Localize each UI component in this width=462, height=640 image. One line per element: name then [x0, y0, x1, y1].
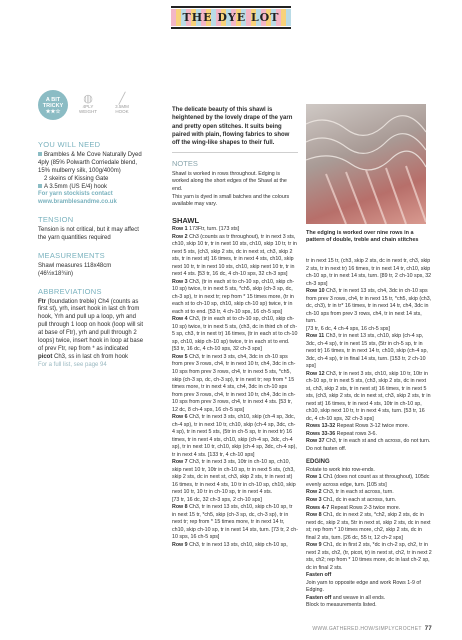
instruction-row	[172, 354, 298, 414]
row-text: and weave in all ends.	[332, 594, 386, 601]
skill-stars-icon: ★★☆	[45, 108, 61, 115]
page-footer	[0, 626, 432, 632]
row-text: Ch3, tr in next 13 sts, ch10, skip (ch-4 sp, 3dc, ch-4 sp), tr in next 15 sts, (5tr in ch-5 sp, tr in next tr) 16 times, tr in next 14 tr, ch10, skip (ch-4 sp, 3dc, ch-4 sp), tr in final 14 sts, turn. [153 tr, 2 ch-10 sps]	[306, 333, 428, 370]
skill-badge-line1: A BIT	[45, 97, 61, 103]
tension-text: Tension is not critical, but it may affect the yarn quantities required	[38, 227, 139, 242]
photo-caption: The edging is worked over nine rows in a pattern of double, treble and chain stitches	[306, 230, 419, 244]
right-column	[306, 258, 432, 610]
row-tag: Row 10	[306, 288, 325, 295]
page-header	[0, 8, 462, 26]
instruction-row	[306, 371, 432, 424]
materials-item-text: Brambles & Me Cove Naturally Dyed 4ply (85% Polwarth Corriedale blend, 15% mulberry silk, 100g/400m)	[38, 151, 142, 174]
you-will-need-title: YOU WILL NEED	[38, 140, 101, 149]
instruction-row	[306, 572, 432, 580]
row-text: Repeat rows 3-6.	[336, 430, 377, 437]
shawl-continued-instructions	[306, 288, 432, 453]
intro-text: The delicate beauty of this shawl is heightened by the lovely drape of the yarn and pretty open stitches. It suits being paired with plain, flowing fabrics to show off the wing-like shapes to their full.	[172, 107, 293, 147]
crochet-hook-icon: ╱	[118, 93, 126, 105]
row-tag: Row 6	[172, 414, 188, 421]
row-text: Ch1, dc in next 2 sts, *ch2, skip 2 sts, dc in next dc, skip 2 sts, 5tr in next st, skip 2 sts, dc in next st; rep from * 10 times more, ch2, skip 2 sts, dc in final 2 sts, turn. [26 dc, 55 tr, 12 ch-2 sps]	[306, 512, 431, 541]
abbreviation-term: Ftr	[38, 298, 46, 305]
instruction-row	[306, 497, 432, 505]
instruction-row	[172, 504, 298, 542]
footer-site: WWW.GATHERED.HOW/SIMPLYCROCHET	[312, 626, 422, 632]
row-text: Ch1 (does not count as st throughout), 105dc evenly across edge, turn. [105 sts]	[306, 474, 430, 488]
bullet-icon	[38, 152, 42, 156]
instruction-row	[306, 333, 432, 371]
notes-text: Shawl is worked in rows throughout. Edging is worked along the short edges of the Shawl at the end.	[172, 170, 287, 192]
row-text: Ch3, (tr in each st to ch-10 sp, ch10, skip ch-10 sp) twice, tr in next 5 sts, (ch3, dc in third ch of ch-5 sp, ch3, tr in next tr) 16 times, (tr in each st to ch-10 sp, ch10, skip ch-10 sp) twice, tr in each st to end. [53 tr, 16 dc, 4 ch-10 sps, 32 ch-3 sps]	[172, 316, 298, 353]
row-tag: Row 8	[306, 512, 322, 519]
row-tag: Fasten off	[306, 594, 332, 601]
abbreviation-term: picot	[38, 353, 53, 360]
edging-instructions	[306, 474, 432, 579]
row-tag: Row 2	[172, 233, 188, 240]
instruction-row	[172, 459, 298, 497]
row-text: Ch3 (counts as tr throughout), tr in next 3 sts, ch10, skip 10 tr, tr in next 10 sts, ch10, skip 10 tr, tr in next 5 sts, (ch3, skip 2 sts, dc in next st, ch3, skip 2 sts, tr in next st) 16 times, tr in next 4 sts, ch10, skip next 10 tr, tr in next 10 sts, ch10, skip next 10 tr, tr in next 4 sts. [53 tr, 16 dc, 4 ch-10 sps, 32 ch-3 sps]	[172, 233, 297, 278]
instruction-row	[306, 288, 432, 326]
section-banner: THE DYE LOT	[171, 9, 292, 26]
edging-outro: Join yarn to opposite edge and work Rows 1-9 of Edging.	[306, 579, 421, 594]
measurements-text: Shawl measures 118x48cm (46½x18¾in)	[38, 262, 112, 277]
row-tag: Row 1	[172, 226, 188, 233]
abbreviation-definition: (foundation treble) Ch4 (counts as first st), yrh, insert hook in last ch from hook, Yrh and pull up a loop, yrh and pull through 1 loop on hook (loop will sit at base of Ftr), yrh and pull through 2 loops) twice, insert hook in loop at base of prev Ftr, rep from * as indicated	[38, 298, 144, 352]
row-text: [73 tr, 6 dc, 4 ch-4 sps, 16 ch-5 sps]	[306, 325, 390, 332]
row-text: Do not fasten off.	[306, 445, 347, 452]
row-text: [73 tr, 16 dc, 32 ch-3 sps, 2 ch-10 sps]	[172, 496, 262, 503]
instruction-row	[172, 316, 298, 354]
instruction-row	[306, 512, 432, 542]
notes-text: This yarn is dyed in small batches and the colours available may vary.	[172, 193, 290, 208]
row-tag: Rows 4-7	[306, 504, 330, 511]
row-text: Ch3, tr in each st and ch across, do not turn.	[326, 438, 431, 445]
row-tag: Rows 33-36	[306, 430, 336, 437]
row-tag: Row 8	[172, 504, 188, 511]
row-text: Ch1, dc in each st across, turn.	[323, 496, 397, 503]
abbreviations-title: ABBREVIATIONS	[38, 286, 102, 296]
edging-intro: Rotate to work into row-ends.	[306, 466, 375, 473]
page-number: 77	[424, 626, 432, 632]
row-text: Ch3, tr in next 3 sts, ch10, skip (ch-4 sp, 3dc, ch-4 sp), tr in next 10 tr, ch10, skip (ch-4 sp, 3dc, ch-4 sp), tr in next 5 sts, (5tr in ch-5 sp, tr in next tr) 16 times, tr in next 4 sts, ch10, skip (ch-4 sp, 3dc, ch-4 sp), tr in next 10 tr, ch10, skip (ch-4 sp, 3dc, ch-4 sp), tr in next 4 sts. [133 tr, 4 ch-10 sps]	[172, 414, 297, 458]
middle-column	[172, 106, 298, 549]
instruction-row	[172, 226, 298, 234]
instruction-row	[306, 431, 432, 439]
row-text: Ch1, dc in first 2 sts, *dc in ch-2 sp, ch2, tr in next 2 sts, ch2, (tr, picot, tr) in next st, ch2, tr in next 2 sts, ch2; rep from * 10 times more, dc in last ch-2 sp, dc in final 2 sts.	[306, 542, 432, 571]
row-text: Ch3, (tr in each st to ch-10 sp, ch10, skip ch-10 sp) twice, tr in next 5 sts, *ch5, skip (ch-3 sp, dc, ch-3 sp), tr in next tr; rep from * 15 times more, (tr in each st to ch-10 sp, ch10, skip ch-10 sp) twice, tr in each st to end. [53 tr, 4 ch-10 sps, 16 ch-5 sps]	[172, 278, 295, 315]
row-tag: Row 11	[306, 333, 325, 340]
shawl-photo	[306, 104, 426, 224]
shawl-instructions	[172, 226, 298, 549]
row-text: Repeat Rows 3-12 twice more.	[336, 423, 410, 430]
materials-item: 2 skeins of Kissing Gate	[44, 175, 109, 182]
row-text: Ch3, tr in next 13 sts, ch10, skip ch-10 sp, tr in next 15 tr, *ch5, skip (ch-3 sp, dc, ch-3 sp), tr in next tr; rep from * 15 times more, tr in next 14 tr, ch10, skip ch-10 sp, tr in next 14 sts, turn. [73 tr, 2 ch-10 sps, 16 ch-5 sps]	[172, 504, 299, 541]
row-text: Ch3, tr in next 3 sts, 10tr in ch-10 sp, ch10, skip next 10 tr, 10tr in ch-10 sp, tr in next 5 sts, (ch3, skip 2 sts, dc in next st, ch3, skip 2 sts, tr in next st) 16 times, tr in next 4 sts, 10 tr in ch-10 sp, ch10, skip next 10 tr, 10 tr in ch-10 sp, tr in next 4 sts.	[172, 459, 296, 496]
stockists-label: For yarn stockists contact	[38, 191, 113, 198]
instruction-row	[172, 542, 298, 550]
yarn-weight-info	[74, 92, 102, 115]
notes-title: NOTES	[172, 159, 198, 169]
row-tag: Row 9	[172, 541, 188, 548]
row-tag: Row 5	[172, 353, 188, 360]
pattern-info-icons	[38, 90, 138, 130]
lace-texture-illustration	[306, 104, 426, 224]
edging-outro: Block to measurements listed.	[306, 602, 377, 609]
yarn-weight-label: 4PLY WEIGHT	[79, 104, 97, 114]
instruction-row	[172, 279, 298, 317]
instruction-row	[172, 497, 298, 505]
tension-title: TENSION	[38, 215, 74, 225]
materials-item	[38, 152, 146, 176]
materials-item	[38, 184, 146, 192]
row-tag: Row 37	[306, 438, 325, 445]
materials-item-text: A 3.5mm (US E/4) hook	[44, 183, 108, 190]
instruction-row	[172, 234, 298, 279]
instruction-row	[306, 446, 432, 454]
bullet-icon	[38, 184, 42, 188]
row-text: 173Ftr, turn. [173 sts]	[189, 226, 240, 233]
row-tag: Fasten off	[306, 572, 332, 579]
row-text: Ch3, tr in next 13 sts, ch10, skip ch-10 sp,	[189, 541, 288, 548]
instruction-row	[172, 414, 298, 459]
stockists-link[interactable]: www.bramblesandme.co.uk	[38, 199, 117, 206]
row-tag: Row 12	[306, 370, 325, 377]
abbreviation-definition: Ch3, ss in last ch from hook	[54, 353, 129, 360]
row-tag: Row 3	[172, 278, 188, 285]
row-tag: Rows 13-32	[306, 423, 336, 430]
skill-badge-line2: TRICKY	[42, 102, 64, 109]
instruction-row	[306, 326, 432, 334]
instruction-row	[306, 505, 432, 513]
shawl-continued-text: tr in next 15 tr, (ch3, skip 2 sts, dc in next tr, ch3, skip 2 sts, tr in next tr) 16 times, tr in next 14 tr, ch10, skip ch-10 sp, tr in next 14 sts, turn. [89 tr, 2 ch-10 sps, 32 ch-3 sps]	[306, 258, 432, 287]
row-tag: Row 1	[306, 474, 322, 481]
instruction-row	[306, 489, 432, 497]
row-tag: Row 2	[306, 489, 322, 496]
row-tag: Row 3	[306, 496, 322, 503]
row-text: Ch3, tr in next 13 sts, ch4, 3dc in ch-10 sps from prev 3 rows, ch4, tr in next 15 tr, *ch5, skip (ch3, dc, ch3), tr in tr* 16 times, tr in next 14 tr, ch4, 3dc in ch-10 sps from prev 3 rows, ch4, tr in next 14 sts, turn.	[306, 288, 432, 325]
hook-size-label: 3.5MM HOOK	[115, 104, 129, 114]
shawl-title: SHAWL	[172, 215, 200, 225]
row-tag: Row 7	[172, 459, 188, 466]
measurements-title: MEASUREMENTS	[38, 250, 105, 260]
row-tag: Row 4	[172, 316, 188, 323]
full-list-link[interactable]: For a full list, see page 94	[38, 361, 107, 368]
instruction-row	[306, 474, 432, 489]
abbreviation-ftr	[38, 299, 146, 354]
left-column	[38, 140, 146, 370]
divider	[172, 152, 298, 153]
row-text: Ch3, tr in next 3 sts, ch4, 3dc in ch-10 sps from prev 3 rows, ch4, tr in next 10 tr, ch4, 3dc in ch-10 sps from prev 3 rows, ch4, tr in next 5 sts, *ch5, skip (ch-3 sp, dc, ch-3 sp), tr in next tr; rep from * 15 times more, tr in next 4 sts, ch4, 3dc in ch-10 sps from prev 3 rows, ch4, tr in next 10 tr, ch4, 3dc in ch-10 sps from prev 3 rows, ch4, tr in next 4 sts. [53 tr, 12 dc, 8 ch-4 sps, 16 ch-5 sps]	[172, 353, 296, 413]
row-text: Repeat Rows 2-3 twice more.	[330, 504, 401, 511]
instruction-row	[306, 542, 432, 572]
instruction-row	[306, 438, 432, 446]
row-tag: Row 9	[306, 542, 322, 549]
yarn-ball-icon: ◍	[83, 93, 93, 105]
abbreviation-picot	[38, 354, 146, 362]
row-text: Ch3, tr in next 3 sts, ch10, skip 10 tr, 10tr in ch-10 sp, tr in next 5 sts, (ch3, skip 2 sts, dc in next st, ch3, skip 2 sts, tr in next st) 16 times, tr in next 5 sts, (ch3, skip 2 sts, dc in next st, ch3, skip 2 sts, tr in next st) 16 times, tr in next 4 sts, 10tr in ch-10 sp, ch10, skip next 10 tr, tr in next 4 sts, turn. [53 tr, 16 dc, 4 ch-10 sps, 32 ch-3 sps]	[306, 370, 431, 422]
hook-size-info	[108, 92, 136, 115]
skill-level-badge	[38, 90, 68, 120]
row-text: Ch3, tr in each st across, turn.	[323, 489, 394, 496]
edging-title: EDGING	[306, 459, 330, 466]
edging-outro	[306, 595, 432, 603]
instruction-row	[306, 423, 432, 431]
